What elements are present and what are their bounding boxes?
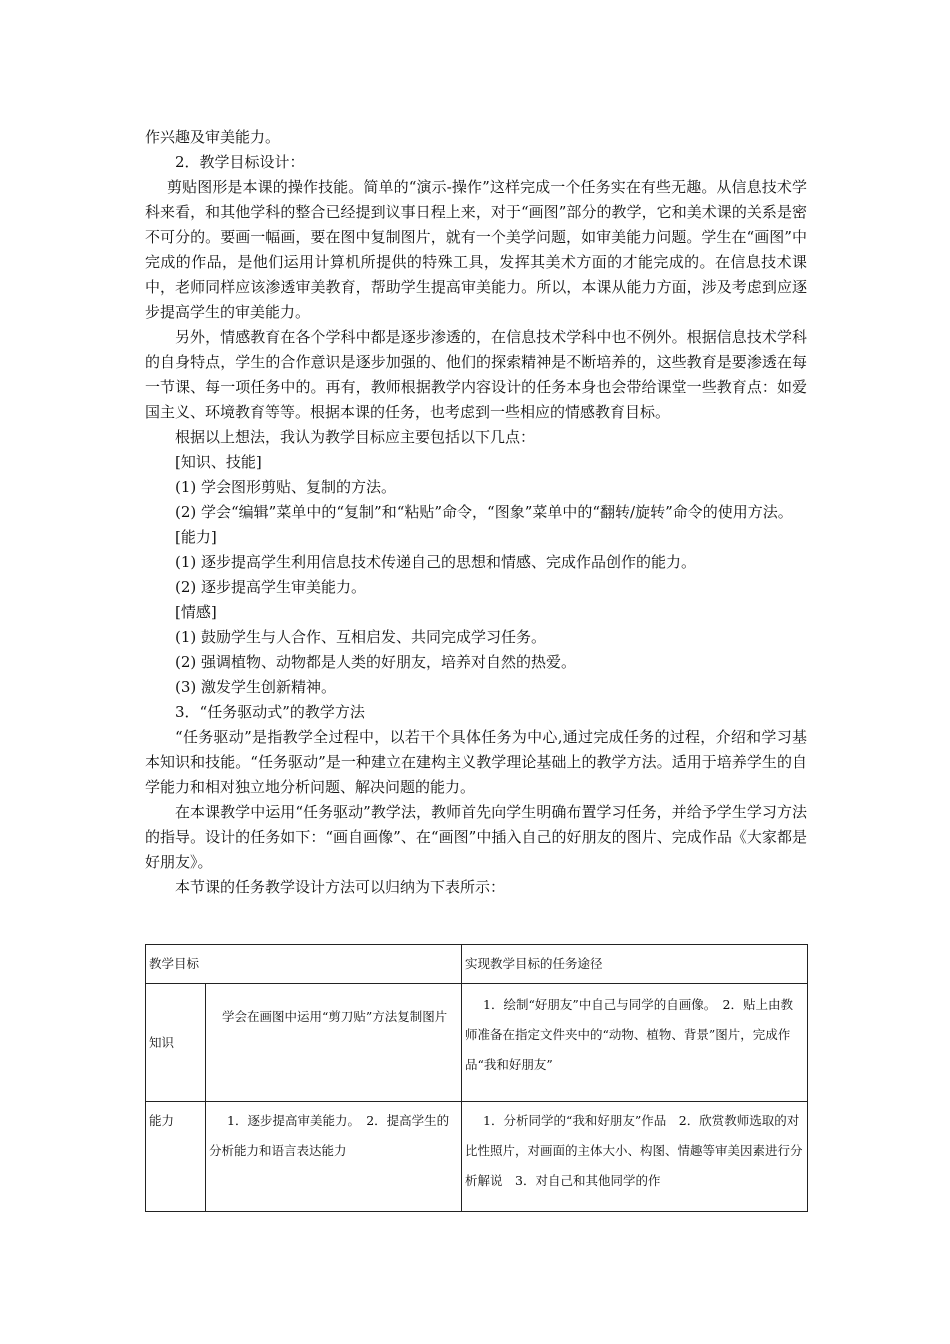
row-category: 知识 [146, 984, 206, 1102]
header-path: 实现教学目标的任务途径 [462, 945, 808, 984]
list-item: (2) 逐步提高学生审美能力。 [175, 578, 367, 596]
list-item: (1) 学会图形剪贴、复制的方法。 [175, 478, 397, 496]
paragraph: 剪贴图形是本课的操作技能。简单的“演示-操作”这样完成一个任务实在有些无趣。从信息技术学科来看，和其他学科的整合已经提到议事日程上来，对于“画图”部分的教学，它和美术课的关系是密不可分的。要画一幅画，要在图中复制图片，就有一个美学问题，如审美能力问题。学生在“画图”中完成的作品，是他们运用计算机所提供的特殊工具，发挥其美术方面的才能完成的。在信息技术课中，老师同样应该渗透审美教育，帮助学生提高审美能力。所以，本课从能力方面，涉及考虑到应逐步提高学生的审美能力。 [145, 178, 807, 321]
table-header-row [146, 945, 808, 984]
document-body [145, 125, 807, 900]
subheading-knowledge: [知识、技能] [175, 453, 262, 471]
paragraph: 在本课教学中运用“任务驱动”教学法，教师首先向学生明确布置学习任务，并给予学生学习方法的指导。设计的任务如下：“画自画像”、在“画图”中插入自己的好朋友的图片、完成作品《大家都是好朋友》。 [145, 803, 807, 871]
list-item: (2) 学会“编辑”菜单中的“复制”和“粘贴”命令，“图象”菜单中的“翻转/旋转”命令的使用方法。 [175, 503, 793, 521]
task-design-table [145, 944, 808, 1212]
list-item: (1) 鼓励学生与人合作、互相启发、共同完成学习任务。 [175, 628, 547, 646]
list-item: (2) 强调植物、动物都是人类的好朋友，培养对自然的热爱。 [175, 653, 577, 671]
paragraph: 另外，情感教育在各个学科中都是逐步渗透的，在信息技术学科中也不例外。根据信息技术学科的自身特点，学生的合作意识是逐步加强的、他们的探索精神是不断培养的，这些教育是要渗透在每一节课、每一项任务中的。再有，教师根据教学内容设计的任务本身也会带给课堂一些教育点：如爱国主义、环境教育等等。根据本课的任务，也考虑到一些相应的情感教育目标。 [145, 328, 807, 421]
row-path [462, 1102, 808, 1212]
row-goal [206, 1102, 462, 1212]
table-row [146, 1102, 808, 1212]
paragraph: 根据以上想法，我认为教学目标应主要包括以下几点： [175, 428, 536, 446]
row-goal-text: 1．逐步提高审美能力。 2．提高学生的分析能力和语言表达能力 [209, 1113, 450, 1158]
list-item: (1) 逐步提高学生利用信息技术传递自己的思想和情感、完成作品创作的能力。 [175, 553, 697, 571]
section-heading-3: 3．“任务驱动式”的教学方法 [175, 703, 365, 721]
paragraph-continuation: 作兴趣及审美能力。 [145, 128, 281, 146]
row-path-text: 1．分析同学的“我和好朋友”作品 2．欣赏教师选取的对比性照片，对画面的主体大小、构图、情趣等审美因素进行分析解说 3．对自己和其他同学的作 [465, 1113, 803, 1188]
table-row [146, 984, 808, 1102]
list-item: (3) 激发学生创新精神。 [175, 678, 337, 696]
row-path-text: 1．绘制“好朋友”中自己与同学的自画像。 2．贴上由教师准备在指定文件夹中的“动物、植物、背景”图片，完成作品“我和好朋友” [465, 997, 793, 1072]
header-goal: 教学目标 [146, 945, 462, 984]
paragraph: “任务驱动”是指教学全过程中，以若干个具体任务为中心,通过完成任务的过程，介绍和学习基本知识和技能。“任务驱动”是一种建立在建构主义教学理论基础上的教学方法。适用于培养学生的自学能力和相对独立地分析问题、解决问题的能力。 [145, 728, 807, 796]
row-category: 能力 [146, 1102, 206, 1212]
row-goal-text: 学会在画图中运用“剪刀贴”方法复制图片 [222, 1009, 448, 1024]
section-heading-2: 2．教学目标设计： [175, 153, 305, 171]
row-goal [206, 984, 462, 1102]
subheading-emotion: [情感] [175, 603, 217, 621]
subheading-ability: [能力] [175, 528, 217, 546]
table-intro: 本节课的任务教学设计方法可以归纳为下表所示： [175, 878, 506, 896]
row-path [462, 984, 808, 1102]
